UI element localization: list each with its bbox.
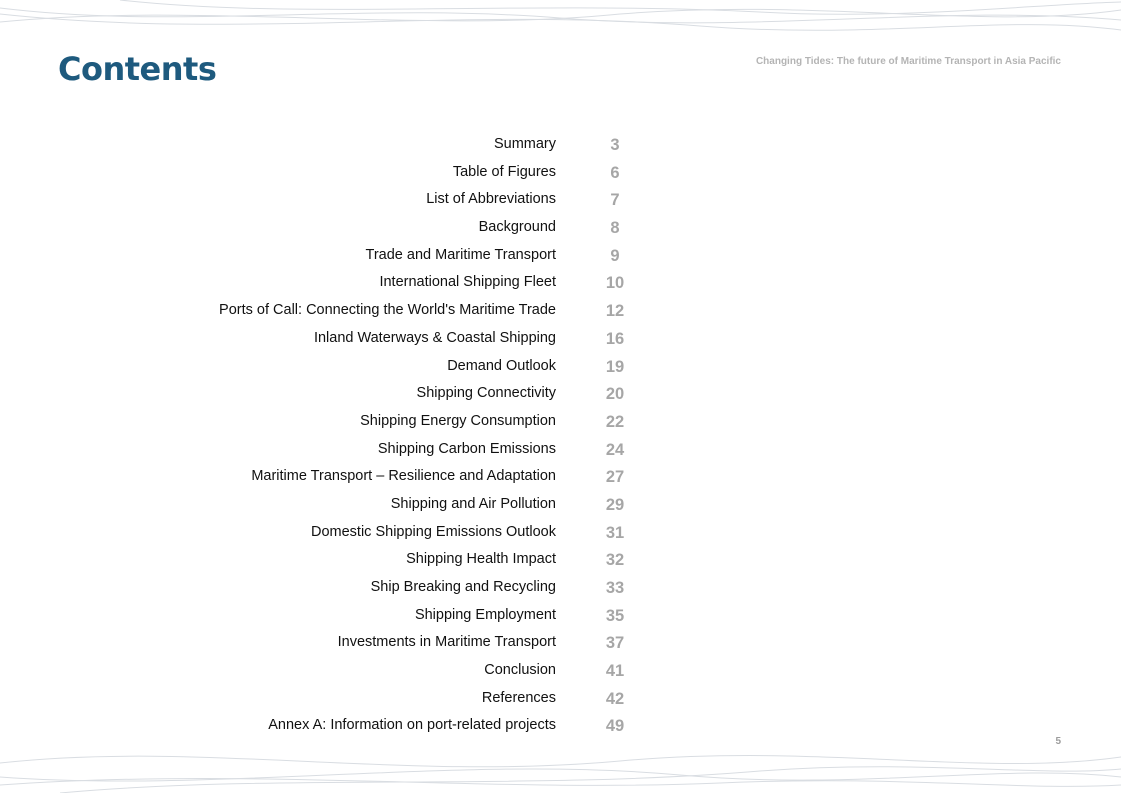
toc-entry-label: Domestic Shipping Emissions Outlook (311, 523, 556, 540)
toc-entry-page: 22 (605, 412, 625, 431)
toc-entry-demand-outlook[interactable] (0, 353, 1121, 381)
toc-entry-label: Demand Outlook (447, 357, 556, 374)
toc-entry-page: 7 (610, 191, 620, 210)
bottom-wave-decoration (0, 733, 1121, 793)
toc-entry-trade-and-maritime-transport[interactable] (0, 242, 1121, 270)
toc-entry-references[interactable] (0, 685, 1121, 713)
toc-entry-ship-breaking-and-recycling[interactable] (0, 574, 1121, 602)
toc-entry-page: 37 (605, 634, 625, 653)
toc-entry-resilience-and-adaptation[interactable] (0, 463, 1121, 491)
toc-entry-page: 32 (605, 551, 625, 570)
toc-entry-list-of-abbreviations[interactable] (0, 186, 1121, 214)
toc-entry-label: Shipping Carbon Emissions (377, 440, 556, 457)
toc-entry-label: Table of Figures (452, 163, 556, 180)
toc-entry-page: 35 (605, 606, 625, 625)
toc-entry-page: 3 (610, 136, 620, 154)
toc-entry-label: Shipping Employment (414, 606, 556, 623)
toc-entry-ports-of-call[interactable] (0, 297, 1121, 325)
toc-entry-page: 24 (605, 440, 625, 459)
toc-entry-page: 19 (605, 357, 625, 376)
toc-entry-page: 42 (605, 689, 625, 708)
toc-entry-page: 9 (610, 246, 620, 265)
toc-entry-page: 41 (605, 662, 625, 681)
toc-entry-international-shipping-fleet[interactable] (0, 269, 1121, 297)
toc-entry-page: 31 (605, 523, 625, 542)
toc-entry-label: Shipping and Air Pollution (390, 495, 556, 512)
running-header: Changing Tides: The future of Maritime Transport in Asia Pacific (755, 56, 1061, 67)
toc-entry-label: References (481, 689, 556, 706)
toc-entry-label: International Shipping Fleet (379, 274, 556, 291)
table-of-contents (0, 131, 1121, 740)
toc-entry-investments-in-maritime-transport[interactable] (0, 629, 1121, 657)
toc-entry-page: 8 (610, 219, 620, 238)
toc-entry-domestic-shipping-emissions-outlook[interactable] (0, 519, 1121, 547)
toc-entry-page: 10 (605, 274, 625, 293)
toc-entry-label: Annex A: Information on port-related projects (268, 717, 556, 734)
toc-entry-shipping-and-air-pollution[interactable] (0, 491, 1121, 519)
toc-entry-page: 12 (605, 302, 625, 321)
page-title: Contents (58, 50, 217, 88)
toc-entry-label: Trade and Maritime Transport (365, 246, 556, 263)
toc-entry-inland-waterways[interactable] (0, 325, 1121, 353)
toc-entry-background[interactable] (0, 214, 1121, 242)
toc-entry-label: Shipping Energy Consumption (360, 412, 556, 429)
toc-entry-shipping-carbon-emissions[interactable] (0, 436, 1121, 464)
toc-entry-label: Shipping Health Impact (406, 551, 556, 568)
toc-entry-label: Investments in Maritime Transport (337, 634, 556, 651)
toc-entry-table-of-figures[interactable] (0, 159, 1121, 187)
toc-entry-summary[interactable] (0, 131, 1121, 159)
toc-entry-shipping-employment[interactable] (0, 602, 1121, 630)
toc-entry-label: Inland Waterways & Coastal Shipping (313, 329, 556, 346)
toc-entry-conclusion[interactable] (0, 657, 1121, 685)
toc-entry-label: Background (478, 219, 556, 236)
toc-entry-shipping-health-impact[interactable] (0, 546, 1121, 574)
toc-entry-label: Summary (493, 136, 556, 152)
toc-entry-shipping-energy-consumption[interactable] (0, 408, 1121, 436)
toc-entry-label: Ship Breaking and Recycling (370, 579, 556, 595)
toc-entry-label: Maritime Transport – Resilience and Adaptation (251, 468, 556, 485)
toc-entry-shipping-connectivity[interactable] (0, 380, 1121, 408)
toc-entry-page: 20 (605, 385, 625, 404)
toc-entry-page: 49 (605, 717, 625, 736)
toc-entry-page: 16 (605, 329, 625, 348)
page-number: 5 (1055, 736, 1061, 747)
toc-entry-label: Ports of Call: Connecting the World's Maritime Trade (219, 302, 556, 319)
toc-entry-page: 29 (605, 495, 625, 514)
toc-entry-page: 6 (610, 163, 620, 182)
toc-entry-page: 33 (605, 579, 625, 597)
toc-entry-page: 27 (605, 468, 625, 487)
toc-entry-label: Conclusion (484, 662, 556, 679)
toc-entry-label: Shipping Connectivity (416, 385, 556, 402)
toc-entry-label: List of Abbreviations (426, 191, 556, 208)
